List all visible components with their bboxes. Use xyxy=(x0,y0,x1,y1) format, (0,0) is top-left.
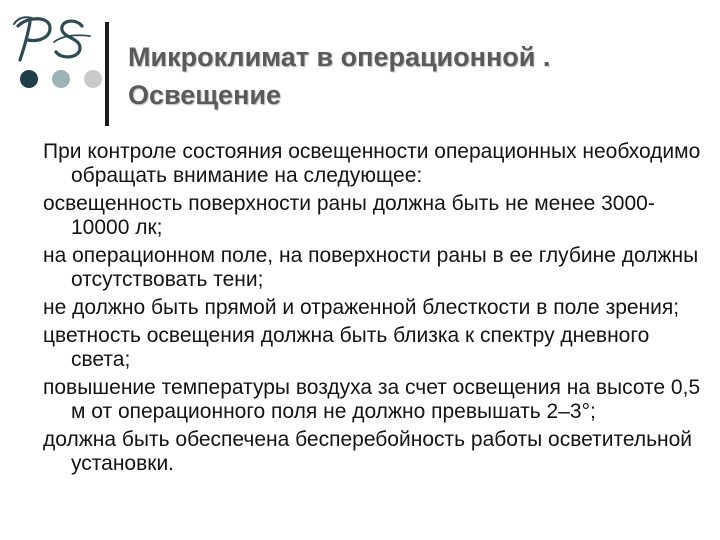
dot-medium xyxy=(52,70,70,88)
dot-dark xyxy=(20,70,38,88)
logo-dots xyxy=(16,70,106,90)
body-paragraph: освещенность поверхности раны должна быть не менее 3000-10000 лк; xyxy=(43,192,655,239)
body-paragraph: повышение температуры воздуха за счет освещения на высоте 0,5 м от операционного поля не должно превышать 2–3°; xyxy=(43,376,701,423)
body-paragraph: не должно быть прямой и отраженной блесткости в поле зрения; xyxy=(43,296,680,319)
slide-title: Микроклимат в операционной . Освещение xyxy=(128,42,551,110)
title-divider xyxy=(105,22,109,126)
body-paragraph: При контроле состояния освещенности операционных необходимо обращать внимание на следующее: xyxy=(43,140,701,187)
slide-body xyxy=(43,140,713,480)
dot-light xyxy=(84,70,102,88)
ps-monogram-logo xyxy=(10,12,96,68)
body-paragraph: на операционном поле, на поверхности раны в ее глубине должны отсутствовать тени; xyxy=(43,244,699,291)
body-paragraph: цветность освещения должна быть близка к спектру дневного света; xyxy=(43,324,650,371)
logo xyxy=(8,10,98,100)
body-paragraph: должна быть обеспечена бесперебойность работы осветительной установки. xyxy=(43,428,693,475)
